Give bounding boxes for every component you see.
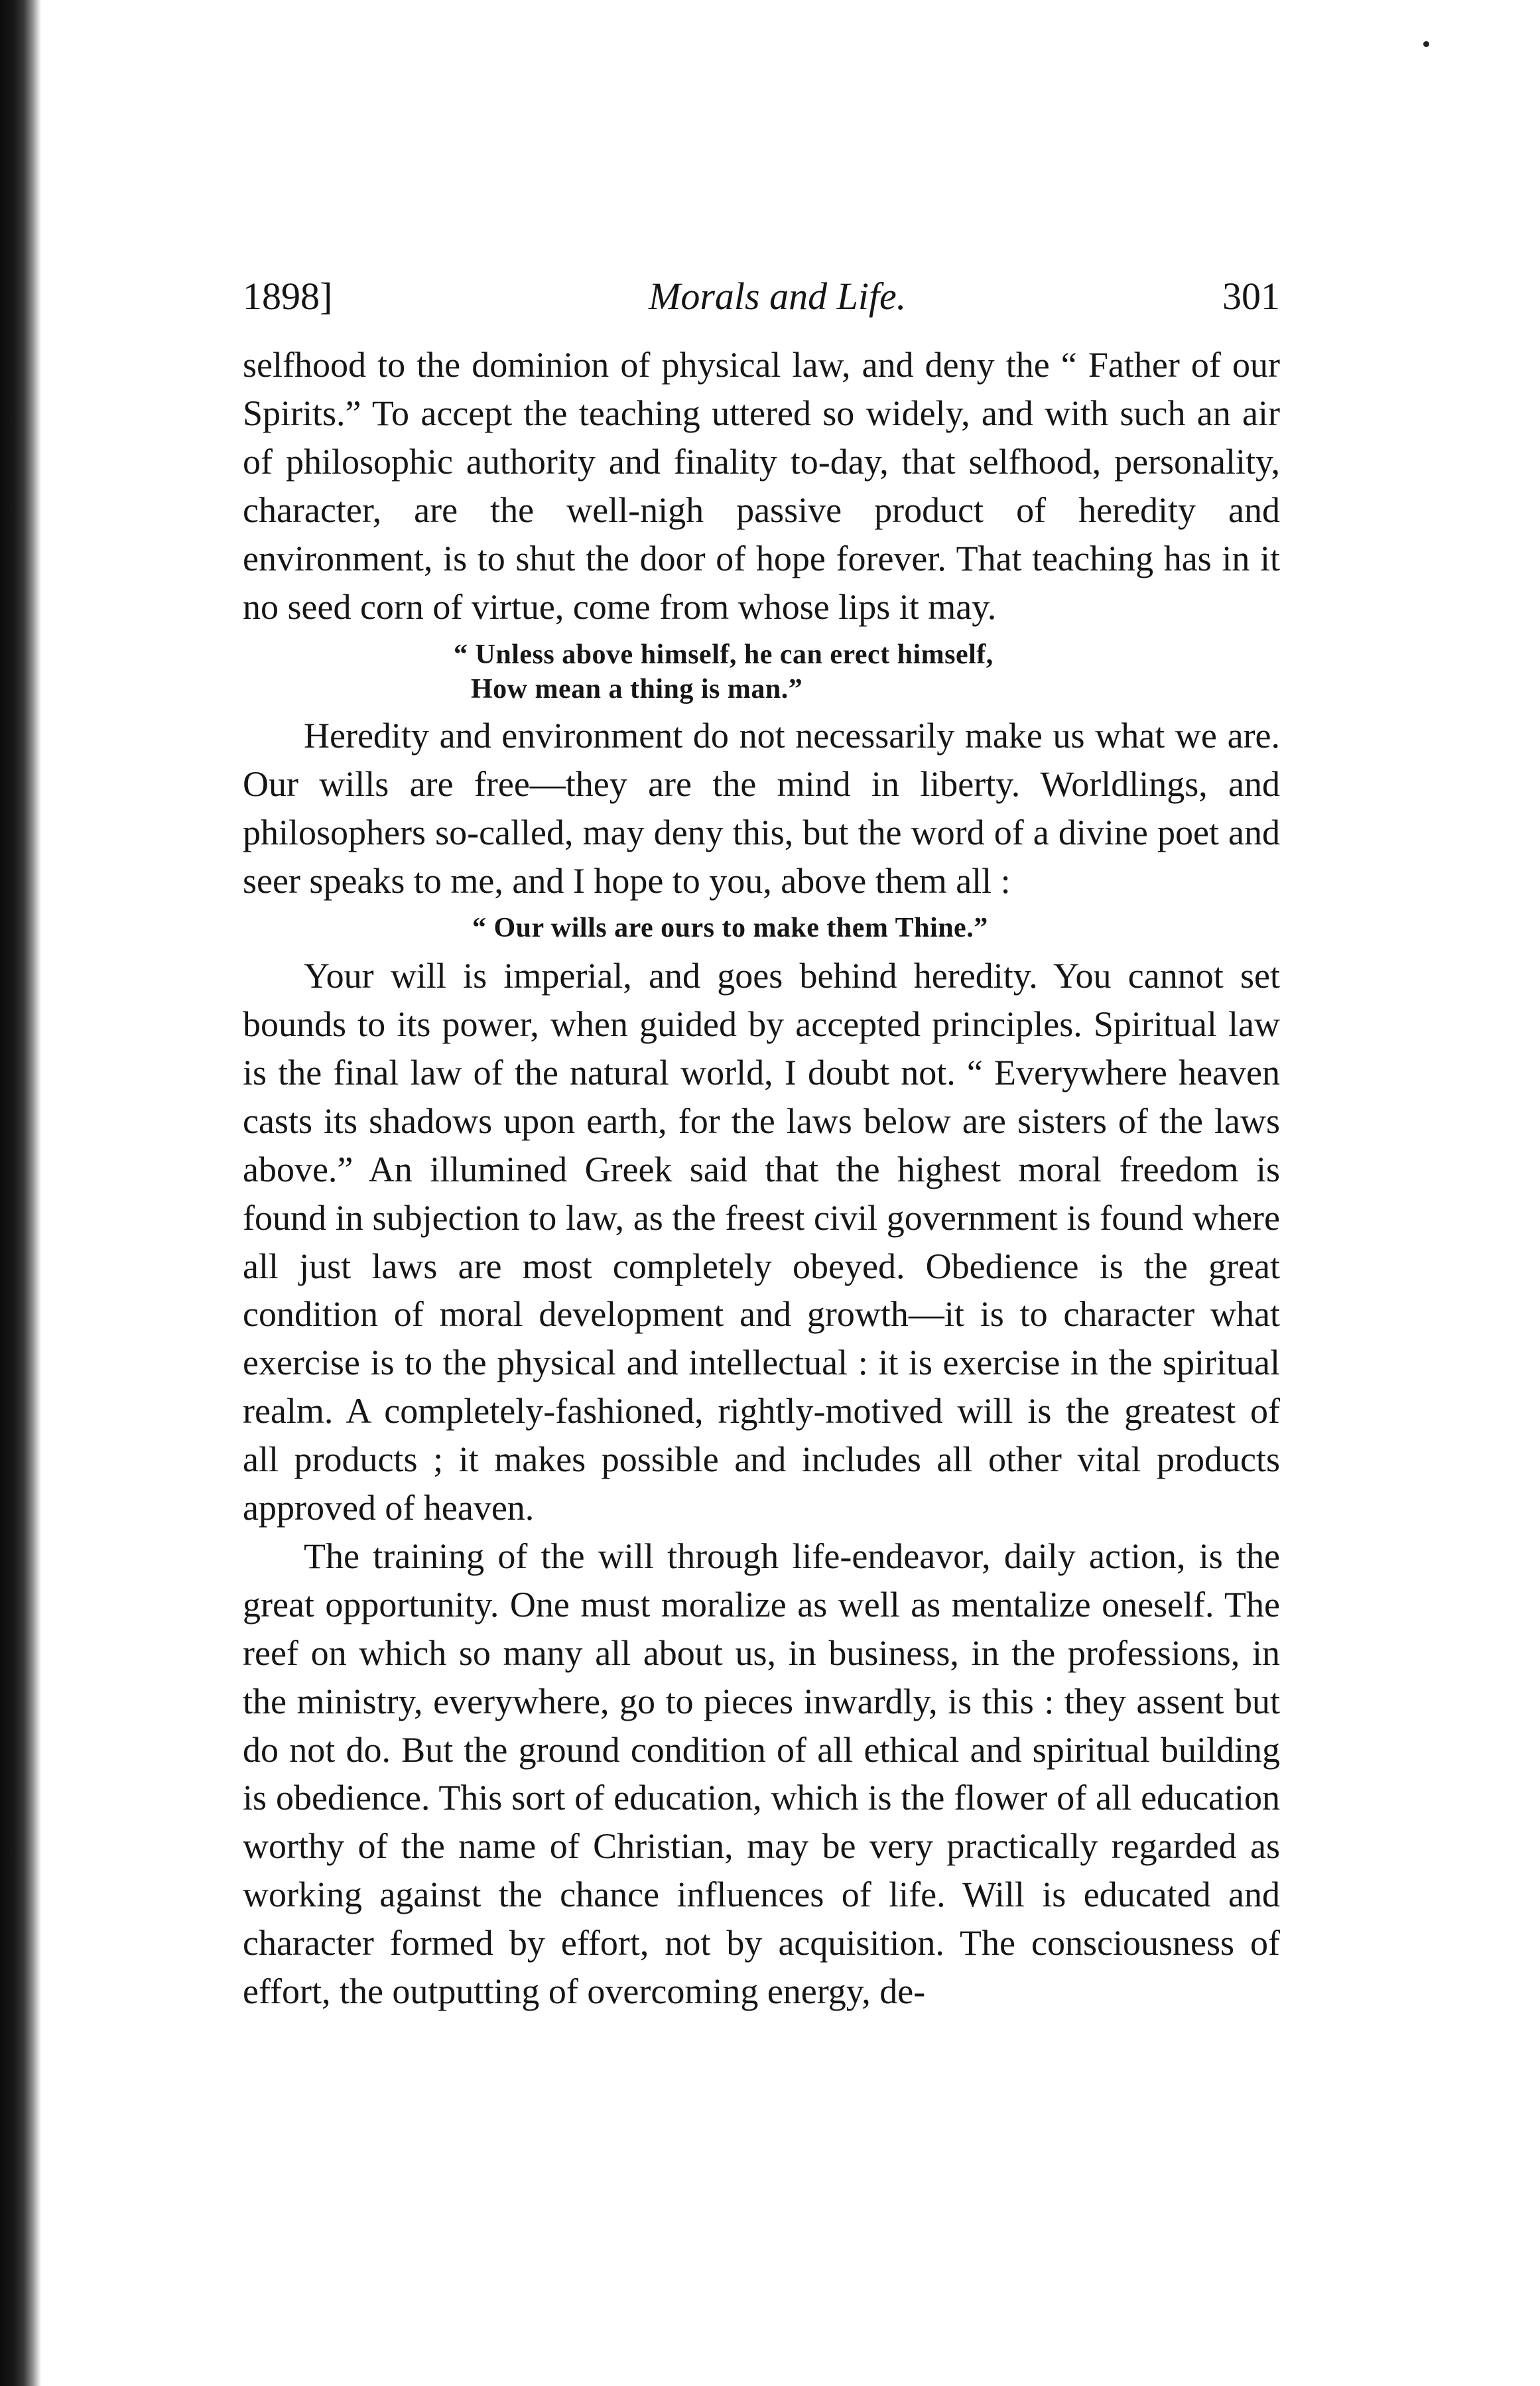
paragraph-2: Heredity and environment do not necessarily make us what we are. Our wills are free—they are the mind in liberty. Worldlings, and philosophers so-called, may deny this, but the word of a divine poet and seer speaks to me, and I hope to you, above them all : <box>243 716 1280 901</box>
quote-1-line-1: “ Unless above himself, he can erect himself, <box>454 639 994 671</box>
block-quote-1 <box>243 637 1280 706</box>
book-page <box>243 277 1280 2016</box>
paragraph-1: selfhood to the dominion of physical law, and deny the “ Father of our Spirits.” To accept the teaching uttered so widely, and with such an air of philosophic authority and finality to-day, that selfhood, personality, character, are the well-nigh passive product of heredity and environment, is to shut the door of hope forever. That teaching has in it no seed corn of virtue, come from whose lips it may. <box>243 345 1280 627</box>
quote-1-line-2: How mean a thing is man.” <box>471 674 803 705</box>
block-quote-2 <box>243 911 1280 945</box>
paragraph-3: Your will is imperial, and goes behind heredity. You cannot set bounds to its power, when guided by accepted principles. Spiritual law is the final law of the natural world, I doubt not. “ Everywhere heaven casts its shadows upon earth, for the laws below are sisters of the laws above.” An illumined Greek said that the highest moral freedom is found in subjection to law, as the freest civil government is found where all just laws are most completely obeyed. Obedience is the great condition of moral development and growth—it is to character what exercise is to the physical and intellectual : it is exercise in the spiritual realm. A completely-fashioned, rightly-motived will is the greatest of all products ; it makes possible and includes all other vital products approved of heaven. <box>243 956 1280 1528</box>
page-number: 301 <box>1222 275 1280 318</box>
page-binding-edge <box>0 0 41 2386</box>
running-title: Morals and Life. <box>649 275 907 318</box>
ink-speck <box>1423 41 1429 47</box>
header-year: 1898] <box>243 275 333 318</box>
page-header <box>243 277 1280 316</box>
quote-2-line-1: “ Our wills are ours to make them Thine.” <box>472 913 988 944</box>
paragraph-4: The training of the will through life-endeavor, daily action, is the great opportunity. One must moralize as well as mentalize oneself. The reef on which so many all about us, in business, in the professions, in the ministry, everywhere, go to pieces inwardly, is this : they assent but do not do. But the ground condition of all ethical and spiritual building is obedience. This sort of education, which is the flower of all education worthy of the name of Christian, may be very practically regarded as working against the chance influences of life. Will is educated and character formed by effort, not by acquisition. The consciousness of effort, the outputting of overcoming energy, de- <box>243 1536 1280 2012</box>
